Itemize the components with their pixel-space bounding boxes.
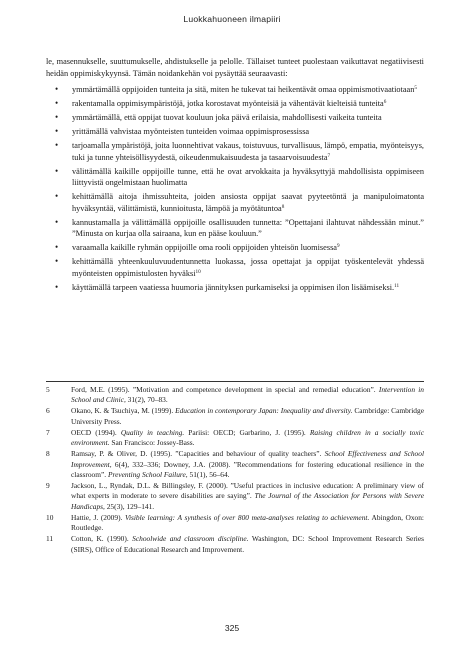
footnote-text: San Francisco: Jossey-Bass. [109, 438, 195, 448]
footnote [46, 534, 424, 555]
bullet-list [46, 84, 424, 293]
footnote-ref: 10 [195, 269, 201, 276]
bullet-text: yrittämällä vahvistaa myönteisten tunteiden voimaa oppimisprosessissa [72, 127, 310, 137]
footnote-text: Abingdon, Oxon: Routledge. [71, 512, 424, 533]
bullet-text: varaamalla kaikille ryhmän oppijoille oma rooli oppijoiden yhteisön luomisessa [72, 243, 337, 253]
footnote-text: Cotton, K. (1990). [71, 534, 133, 544]
bullet-marker: • [55, 256, 59, 267]
footnote-ref: 6 [383, 99, 387, 106]
footnote-title: The Journal of the Association for Persons with Severe Handicaps, [71, 491, 424, 511]
footnote-title: Preventing School Failure, [107, 470, 188, 480]
footnote-number: 9 [46, 481, 50, 491]
footnote [46, 385, 424, 406]
footnote [46, 513, 424, 534]
footnote-number: 10 [46, 512, 54, 522]
footnote-text: Washington, DC: School Improvement Research Series (SIRS), Office of Educational Research and Improvement. [71, 534, 425, 554]
footnote-number: 7 [46, 427, 50, 437]
footnote-title: Raising children in a socially toxic environment. [71, 427, 424, 448]
footnote [46, 449, 424, 480]
bullet-item [46, 242, 424, 254]
footnote-ref: 7 [327, 152, 331, 159]
footnote-text: Okano, K. & Tsuchiya, M. (1999). [71, 406, 176, 416]
footnote-title: Schoolwide and classroom discipline. [132, 534, 249, 544]
bullet-item [46, 217, 424, 240]
footnote-number: 11 [46, 534, 54, 544]
footnote [46, 428, 424, 449]
bullet-marker: • [55, 242, 59, 253]
bullet-item [46, 112, 424, 124]
bullet-marker: • [55, 216, 59, 227]
footnote-list [46, 385, 424, 556]
bullet-text: ymmärtämällä oppijoiden tunteita ja sitä, miten he tukevat tai heikentävät omaa oppimismotivaatiotaan [72, 85, 415, 95]
footnote-rule [46, 381, 424, 382]
footnote-ref: 5 [414, 85, 417, 92]
bullet-marker: • [55, 191, 59, 202]
bullet-item [46, 84, 424, 96]
bullet-marker: • [55, 112, 59, 123]
intro-paragraph: le, masennukselle, suuttumukselle, ahdistukselle ja pelolle. Tällaiset tunteet puolestaan vaikuttavat negatiivisesti heidän oppimiskykyynsä. Tämän noidankehän voi pysäyttää seuraavasti: [46, 57, 424, 78]
bullet-item [46, 98, 424, 110]
running-header: Luokkahuoneen ilmapiiri [183, 14, 281, 24]
bullet-text: kehittämällä yhteenkuuluvuudentunnetta luokassa, jossa opettajat ja oppijat työskentelevät yhdessä myönteisten oppimistulosten hyväksi [72, 257, 424, 279]
bullet-text: tarjoamalla ympäristöjä, joita luonnehtivat vakaus, toistuvuus, turvallisuus, lämpö, empatia, myönteisyys, tuki ja tunne yhteisöllisyydestä, oikeudenmukaisuudesta ja tasaarvoisuudesta [72, 141, 424, 162]
bullet-item [46, 166, 424, 189]
footnote-text: OECD (1994). [71, 427, 121, 437]
bullet-marker: • [55, 84, 59, 95]
bullet-marker: • [55, 165, 59, 176]
footnote-title: Visible learning: A synthesis of over 800 meta-analyses relating to achievement. [124, 512, 370, 522]
footnote-text: 31(2), 70–83. [125, 395, 168, 405]
footnote-text: 51(1), 56–64. [187, 470, 230, 480]
bullet-item [46, 191, 424, 214]
page-number: 325 [224, 623, 240, 633]
footnote-title: School Effectiveness and School Improvement, [71, 449, 424, 469]
bullet-text: rakentamalla oppimisympäristöjä, jotka korostavat myönteisiä ja vähentävät kielteisiä tunteita [72, 99, 384, 109]
footnote-number: 5 [46, 385, 50, 394]
bullet-item [46, 256, 424, 279]
footnote-text: Pariisi: OECD; Garbarino, J. (1995). [184, 427, 310, 437]
footnote [46, 406, 424, 427]
footnote-number: 8 [46, 449, 50, 459]
footnote-ref: 11 [394, 283, 400, 289]
bullet-marker: • [55, 282, 59, 292]
footnote [46, 481, 424, 512]
bullet-item [46, 126, 424, 138]
bullet-item [46, 140, 424, 163]
footnote-title: Quality in teaching. [120, 427, 185, 437]
footnote-ref: 9 [336, 243, 340, 250]
footnote-text: 6(4), 332–336; Downey, J.A. (2008). ”Recommendations for fostering educational resilience in the classroom”. [71, 459, 424, 480]
body-text [46, 56, 424, 296]
footnote-text: 25(3), 129–141. [104, 501, 155, 511]
footnote-text: Ramsay, P. & Oliver, D. (1995). ”Capacities and behaviour of quality teachers”. [71, 449, 325, 459]
footnote-text: Cambridge: Cambridge University Press. [71, 406, 424, 426]
bullet-text: kannustamalla ja välittämällä oppijoille osallisuuden tunnetta: ”Opettajani ilahtuvat nähdessään minut.” ”Minusta on kurjaa olla sairaana, kun en pääse kouluun.” [72, 217, 424, 239]
footnote-number: 6 [46, 406, 50, 416]
bullet-item [46, 282, 424, 294]
bullet-marker: • [55, 140, 59, 151]
bullet-marker: • [55, 126, 59, 137]
footnote-title: Education in contemporary Japan: Inequality and diversity. [175, 406, 353, 416]
bullet-marker: • [55, 98, 59, 109]
footnote-title: Intervention in School and Clinic, [71, 385, 424, 405]
bullet-text: välittämällä kaikille oppijoille tunne, että he ovat arvokkaita ja hyväksyttyjä mahdollisista oppimiseen liittyvistä ongelmistaan huolimatta [72, 166, 424, 188]
footnote-text: Jackson, L., Ryndak, D.L. & Billingsley, F. (2000). ”Useful practices in inclusive education: A preliminary view of what experts in moderate to severe disabilities are saying”. [71, 481, 424, 501]
bullet-text: käyttämällä tarpeen vaatiessa huumoria jännityksen purkamiseksi ja oppimisen ilon lisäämiseksi. [72, 283, 395, 292]
footnote-ref: 8 [281, 203, 285, 210]
footnote-text: Ford, M.E. (1995). ”Motivation and competence development in special and remedial education”. [71, 385, 379, 394]
footnote-text: Hattie, J. (2009). [71, 512, 125, 522]
bullet-text: ymmärtämällä, että oppijat tuovat kouluun joka päivä erilaisia, mahdollisesti vaikeita tunteita [72, 113, 382, 123]
bullet-text: kehittämällä aitoja ihmissuhteita, joiden ansiosta oppijat saavat pyyteetöntä ja manipuloimatonta hyväksyntää, välittämistä, kunnioitusta, lämpöä ja myötätuntoa [72, 192, 424, 213]
